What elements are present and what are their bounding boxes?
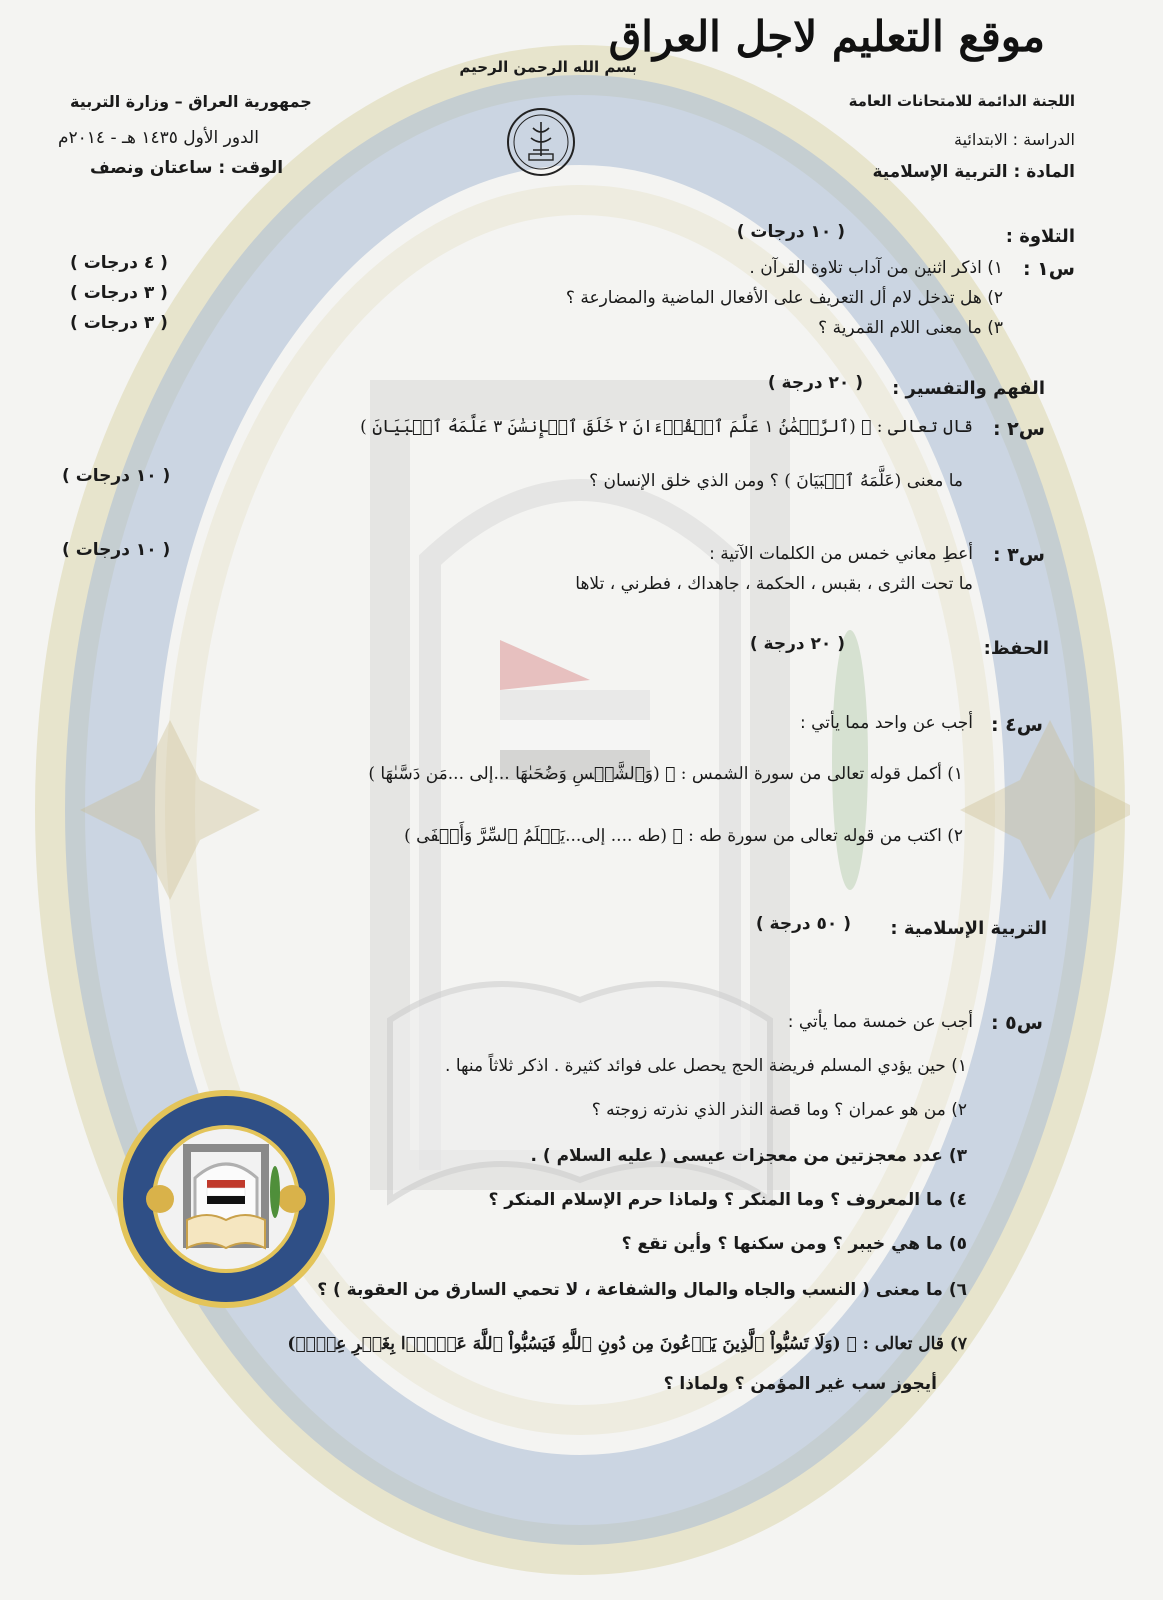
q3-label: س٣ :	[992, 544, 1045, 566]
q5-item-2: ٢) من هو عمران ؟ وما قصة النذر الذي نذرته زوجته ؟	[591, 1100, 967, 1120]
q1-item-1: ١) اذكر اثنين من آداب تلاوة القرآن .	[749, 258, 1003, 278]
republic-ministry: جمهورية العراق – وزارة التربية	[70, 92, 312, 111]
q4-item-2: ٢) اكتب من قوله تعالى من سورة طه : ﷽ (طه .... إلى...يَعۡلَمُ ٱلسِّرَّ وَأَخۡفَى )	[404, 826, 963, 846]
committee-name: اللجنة الدائمة للامتحانات العامة	[848, 92, 1075, 110]
q2-verse: قال تعالى : ﷽ (ٱلرَّحۡمَٰنُ ١ عَلَّمَ ٱلۡقُرۡءَانَ ٢ خَلَقَ ٱلۡإِنسَٰنَ ٣ عَلَّمَهُ ٱلۡبَيَانَ )	[360, 417, 973, 437]
section-tilawa-points: ( ١٠ درجات )	[736, 222, 845, 242]
q5-intro: أجب عن خمسة مما يأتي :	[787, 1012, 973, 1032]
section-tilawa-heading: التلاوة :	[1005, 226, 1075, 247]
q5-item-5: ٥) ما هي خيبر ؟ ومن سكنها ؟ وأين تقع ؟	[621, 1234, 967, 1254]
ministry-seal-icon	[505, 106, 577, 178]
section-fahm-heading: الفهم والتفسير :	[892, 378, 1045, 399]
q4-intro: أجب عن واحد مما يأتي :	[799, 713, 973, 733]
q5-item-6: ٦) ما معنى ( النسب والجاه والمال والشفاعة ، لا تحمي السارق من العقوبة ) ؟	[317, 1280, 967, 1300]
site-title: موقع التعليم لاجل العراق	[608, 12, 1045, 61]
exam-session: الدور الأول ١٤٣٥ هـ - ٢٠١٤م	[58, 128, 259, 148]
q5-item-3: ٣) عدد معجزتين من معجزات عيسى ( عليه السلام ) .	[530, 1146, 967, 1166]
q5-label: س٥ :	[990, 1012, 1043, 1034]
q1-item-3-grade: ( ٣ درجات )	[70, 313, 168, 333]
q5-item-1: ١) حين يؤدي المسلم فريضة الحج يحصل على فوائد كثيرة . اذكر ثلاثاً منها .	[445, 1056, 967, 1076]
section-tarbiya-heading: التربية الإسلامية :	[890, 918, 1047, 939]
q3-words: ما تحت الثرى ، بقبس ، الحكمة ، جاهداك ، فطرني ، تلاها	[575, 574, 973, 594]
exam-subject: المادة : التربية الإسلامية	[872, 162, 1075, 182]
q3-intro: أعطِ معاني خمس من الكلمات الآتية :	[709, 544, 973, 564]
section-fahm-points: ( ٢٠ درجة )	[767, 373, 863, 393]
q4-label: س٤ :	[990, 714, 1043, 736]
q1-item-2-grade: ( ٣ درجات )	[70, 283, 168, 303]
study-stage: الدراسة : الابتدائية	[954, 130, 1075, 149]
q2-question: ما معنى (عَلَّمَهُ ٱلۡبَيَانَ ) ؟ ومن الذي خلق الإنسان ؟	[589, 471, 963, 491]
q1-item-2: ٢) هل تدخل لام أل التعريف على الأفعال الماضية والمضارعة ؟	[565, 288, 1003, 308]
section-tarbiya-points: ( ٥٠ درجة )	[755, 914, 851, 934]
basmala: بسم الله الرحمن الرحيم	[459, 58, 637, 76]
q3-grade: ( ١٠ درجات )	[62, 540, 171, 560]
section-hifz-heading: الحفظ:	[983, 638, 1049, 659]
q5-item-4: ٤) ما المعروف ؟ وما المنكر ؟ ولماذا حرم الإسلام المنكر ؟	[488, 1190, 967, 1210]
q1-label: س١ :	[1022, 258, 1075, 280]
site-logo-icon	[115, 1088, 337, 1310]
q2-label: س٢ :	[992, 418, 1045, 440]
section-hifz-points: ( ٢٠ درجة )	[749, 634, 845, 654]
q2-grade: ( ١٠ درجات )	[62, 466, 171, 486]
q1-item-1-grade: ( ٤ درجات )	[70, 253, 168, 273]
q5-item-7-followup: أيجوز سب غير المؤمن ؟ ولماذا ؟	[663, 1374, 937, 1394]
q5-item-7: ٧) قال تعالى : ﷽ (وَلَا تَسُبُّواْ ٱلَّذِينَ يَدۡعُونَ مِن دُونِ ٱللَّهِ فَيَسُبُّواْ ٱللَّهَ عَدۡوَۢا بِغَيۡرِ عِلۡمٖ)	[287, 1334, 967, 1354]
q1-item-3: ٣) ما معنى اللام القمرية ؟	[818, 318, 1003, 338]
q4-item-1: ١) أكمل قوله تعالى من سورة الشمس : ﷽ (وَٱلشَّمۡسِ وَضُحَىٰهَا ...إلى ...مَن دَسَّىٰهَا )	[368, 764, 963, 784]
exam-time: الوقت : ساعتان ونصف	[90, 158, 284, 178]
